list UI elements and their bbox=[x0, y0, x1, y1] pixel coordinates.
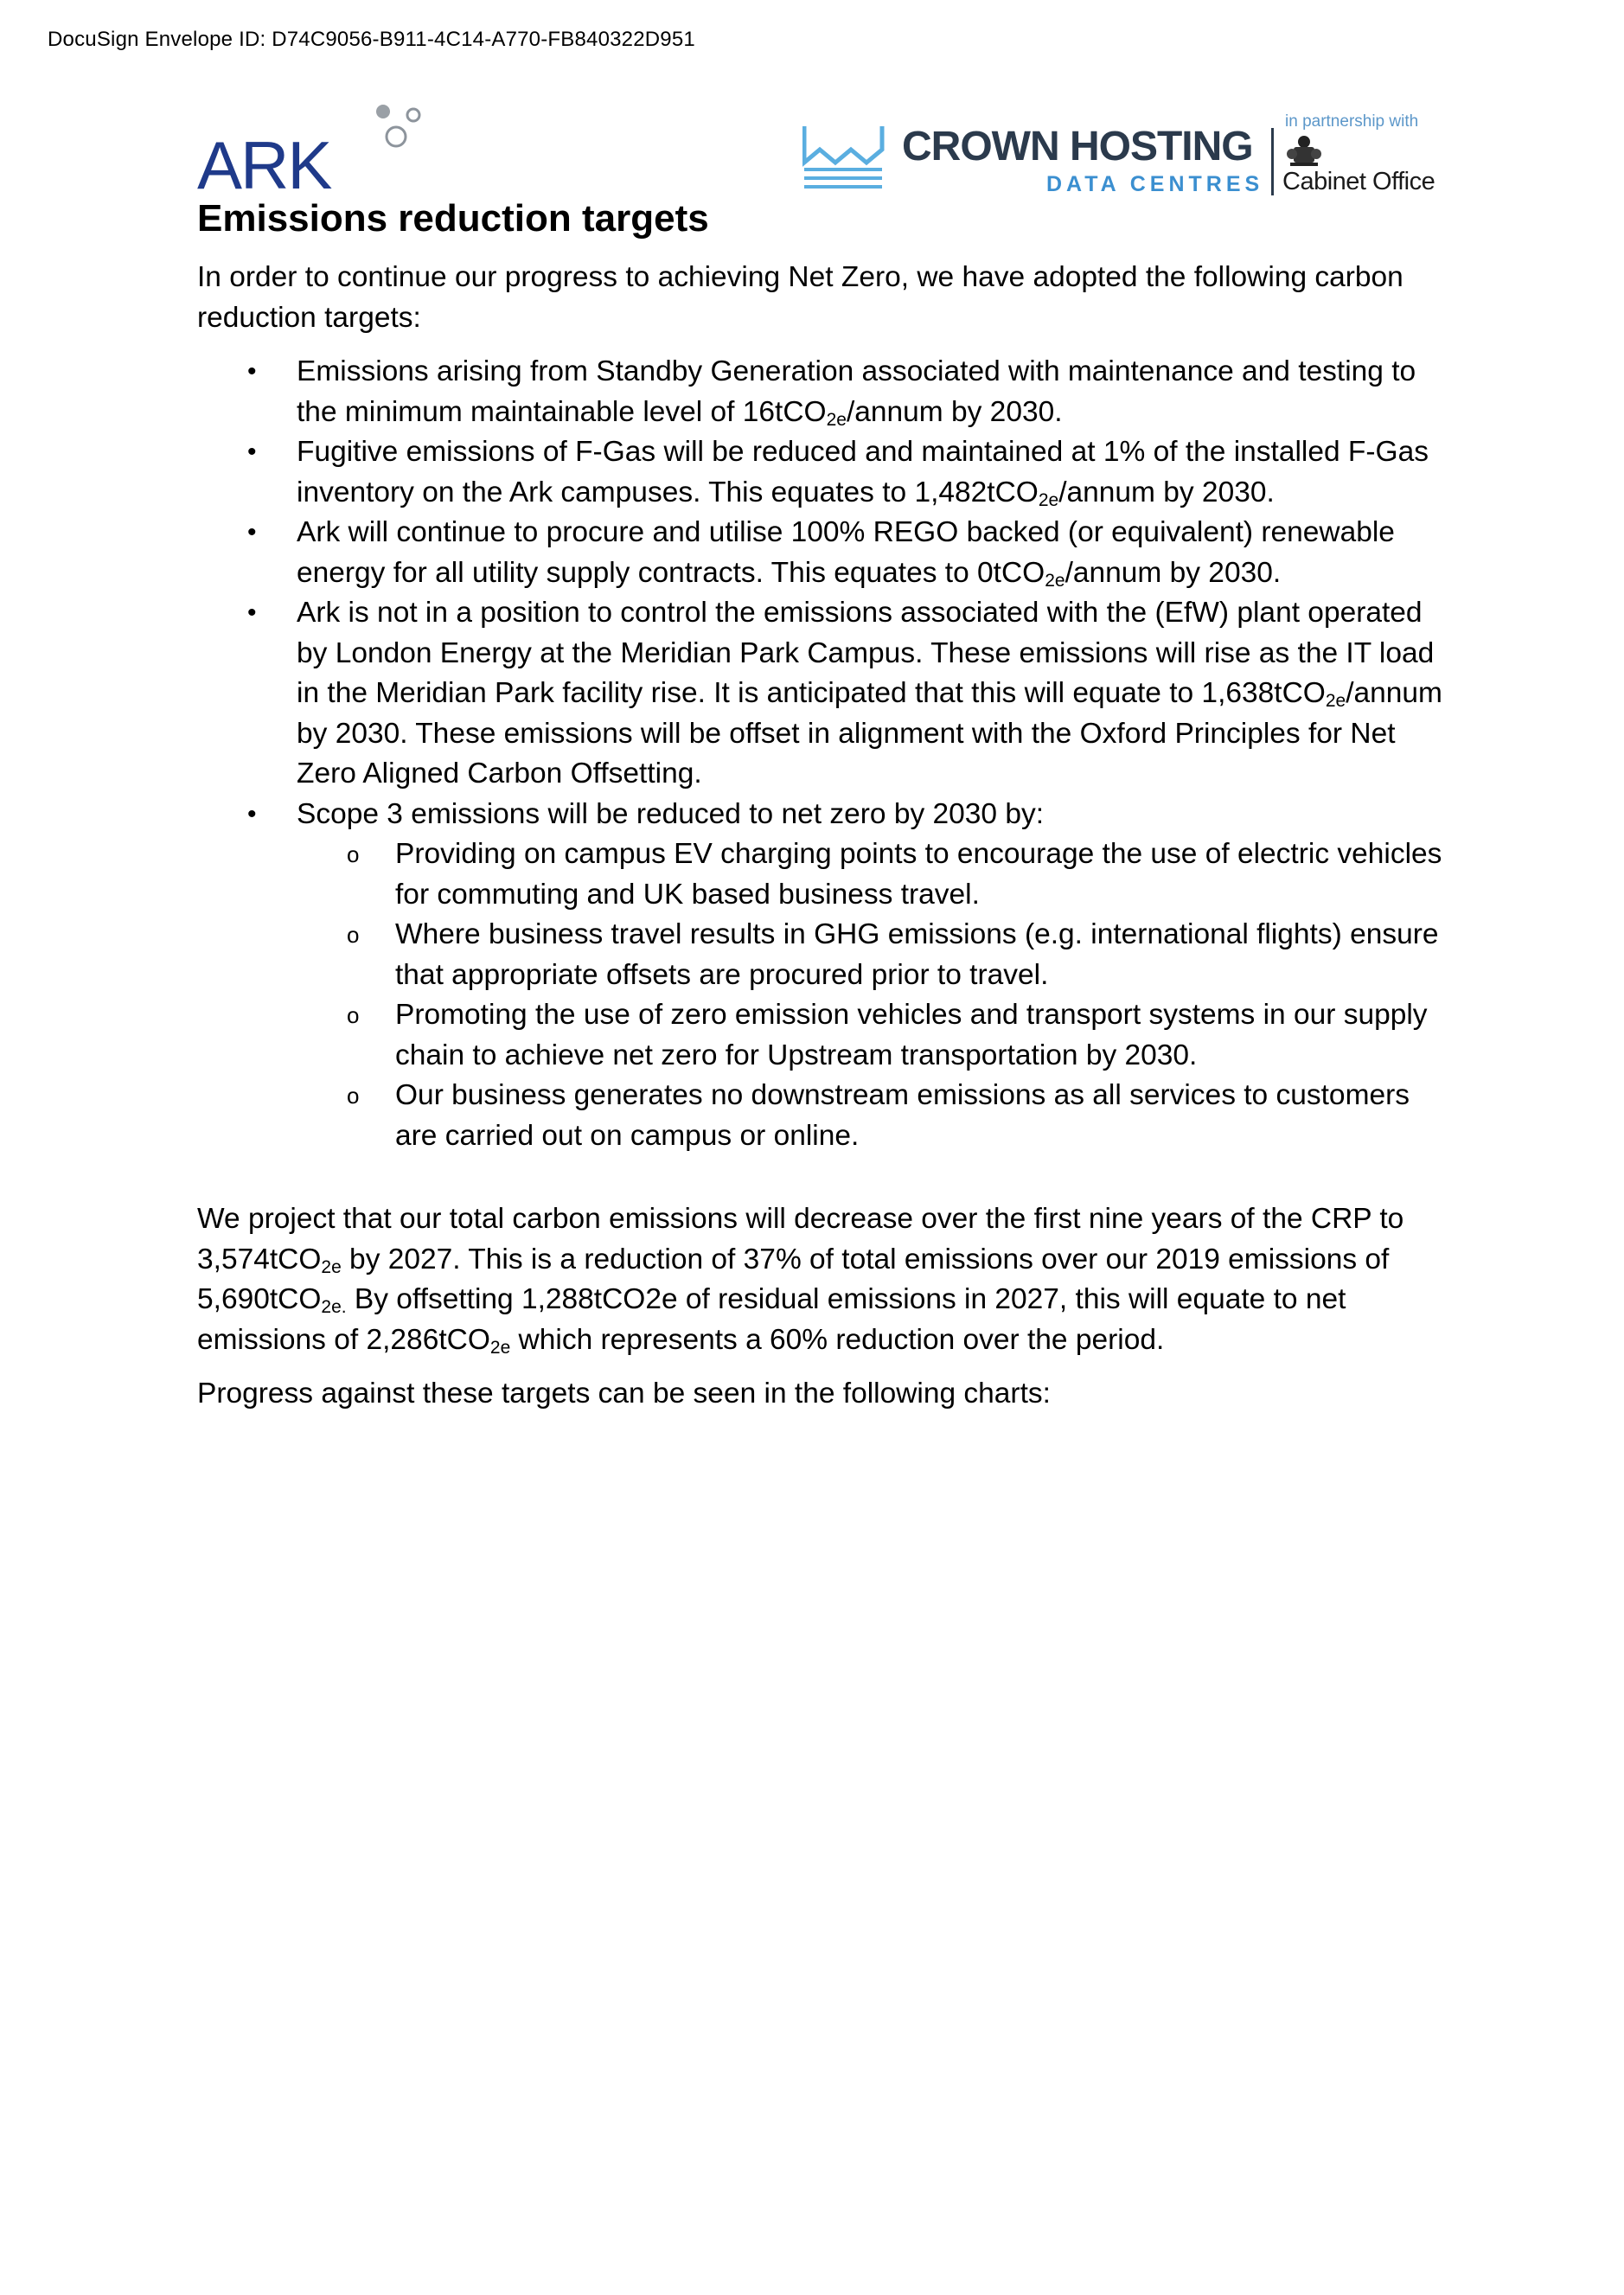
cabinet-office-label: Cabinet Office bbox=[1282, 168, 1435, 195]
royal-crest-icon bbox=[1285, 133, 1323, 168]
list-item: • Scope 3 emissions will be reduced to net zero by 2030 by: o Providing on campus EV charging points to encourage the use of electric vehicles for commuting and UK based business travel. o Where business travel results in GHG emissions (e.g. international flights) ensure that appropriate offsets are procured prior to travel. o Promoting the use of zero emission vehicles and transport systems in our supply chain to achieve net zero for Upstream transportation by 2030. o Our business generates no downstream emissions as all services to customers are carried out on campus or online. bbox=[197, 795, 1442, 1157]
intro-paragraph: In order to continue our progress to achieving Net Zero, we have adopted the following carbon reduction targets: bbox=[197, 261, 1403, 334]
ark-logo-text: ARK bbox=[197, 127, 331, 194]
logo-divider bbox=[1271, 128, 1274, 195]
sub-list-item: o Where business travel results in GHG emissions (e.g. international flights) ensure that appropriate offsets are procured prior to travel. bbox=[297, 915, 1442, 995]
ark-dot-small bbox=[407, 109, 419, 121]
document-body bbox=[197, 258, 1442, 1415]
ark-logo bbox=[197, 97, 431, 194]
ark-dot-large bbox=[387, 127, 406, 146]
list-item: • Ark is not in a position to control the emissions associated with the (EfW) plant operated by London Energy at the Meridian Park Campus. These emissions will rise as the IT load in the Meridian Park facility rise. It is anticipated that this will equate to 1,638tCO$_{2e}$/annum by 2030. These emissions will be offset in alignment with the Oxford Principles for Net Zero Aligned Carbon Offsetting. bbox=[197, 593, 1442, 795]
page-title: Emissions reduction targets bbox=[197, 197, 709, 240]
crown-hosting-title: CROWN HOSTING bbox=[902, 124, 1253, 169]
sub-list-item: o Providing on campus EV charging points to encourage the use of electric vehicles for commuting and UK based business travel. bbox=[297, 834, 1442, 915]
crown-hosting-subtitle: DATA CENTRES bbox=[1046, 172, 1264, 196]
projection-paragraph: We project that our total carbon emissions will decrease over the first nine years of the CRP to 3,574tCO$_{2e}$ by 2027. This is a reduction of 37% of total emissions over our 2019 emissions of 5,690tCO$_{2e.}$ By offsetting 1,288tCO2e of residual emissions in 2027, this will equate to net emissions of 2,286tCO$_{2e}$ which represents a 60% reduction over the period. bbox=[197, 1203, 1404, 1358]
list-item: • Emissions arising from Standby Generation associated with maintenance and testing to the minimum maintainable level of 16tCO$_{2e}$/annum by 2030. bbox=[197, 352, 1442, 432]
list-item: • Fugitive emissions of F-Gas will be reduced and maintained at 1% of the installed F-Gas inventory on the Ark campuses. This equates to 1,482tCO$_{2e}$/annum by 2030. bbox=[197, 432, 1442, 513]
list-item: • Ark will continue to procure and utilise 100% REGO backed (or equivalent) renewable energy for all utility supply contracts. This equates to 0tCO$_{2e}$/annum by 2030. bbox=[197, 513, 1442, 593]
sub-list-item: o Promoting the use of zero emission vehicles and transport systems in our supply chain to achieve net zero for Upstream transportation by 2030. bbox=[297, 995, 1442, 1076]
docusign-envelope-id: DocuSign Envelope ID: D74C9056-B911-4C14-A770-FB840322D951 bbox=[48, 28, 695, 51]
target-list bbox=[197, 352, 1442, 1156]
partnership-label: in partnership with bbox=[1285, 112, 1419, 131]
ark-dot-medium bbox=[376, 105, 390, 118]
sub-list-item: o Our business generates no downstream emissions as all services to customers are carried out on campus or online. bbox=[297, 1076, 1442, 1156]
progress-paragraph: Progress against these targets can be seen in the following charts: bbox=[197, 1378, 1051, 1410]
scope3-sub-list bbox=[297, 834, 1442, 1156]
